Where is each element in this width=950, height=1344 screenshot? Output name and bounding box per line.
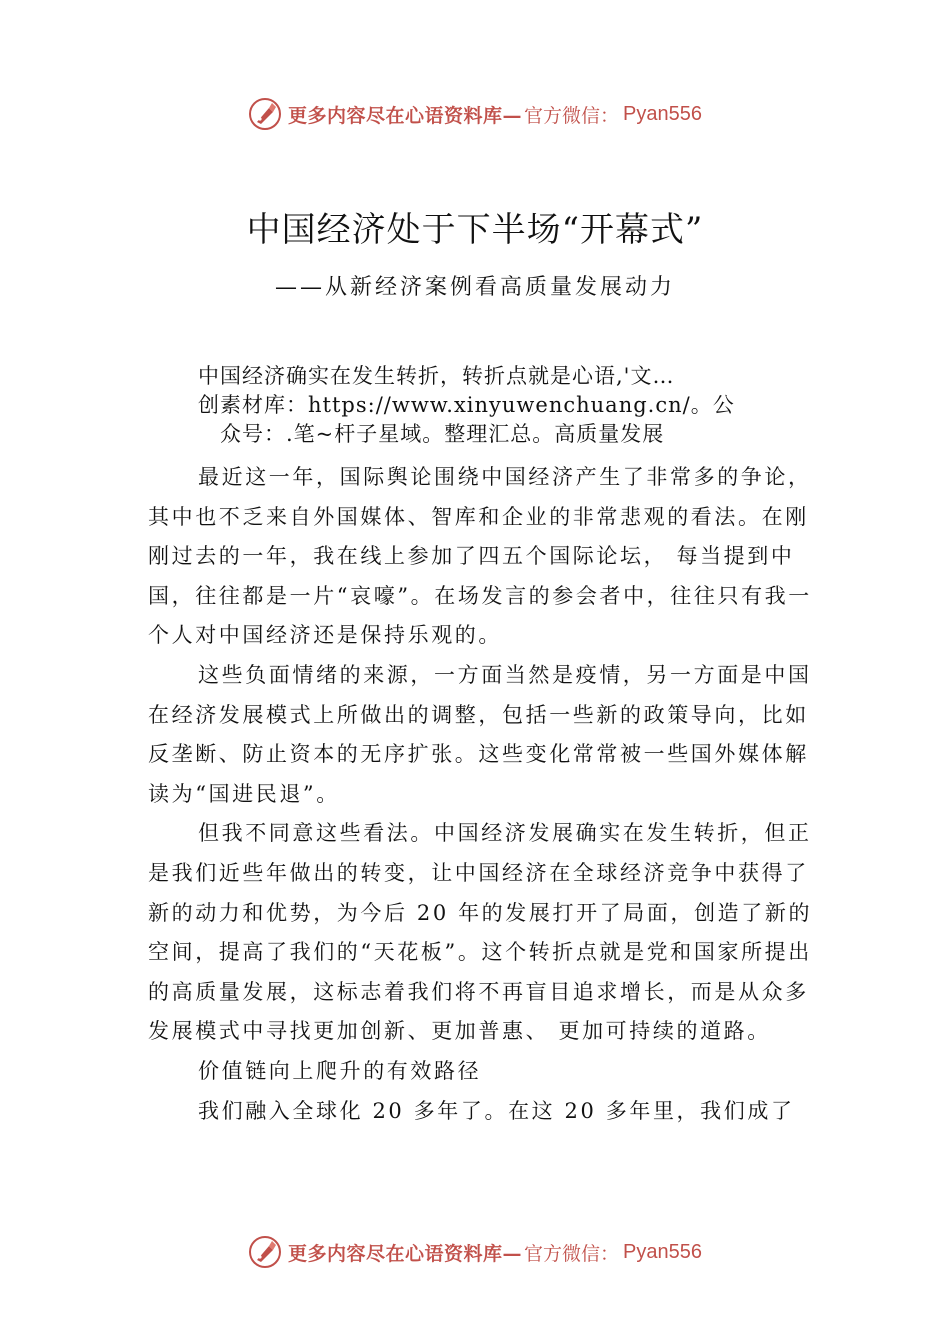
watermark-banner-bottom [0,1232,950,1272]
source-note-line: 众号：.笔~杆子星域。整理汇总。高质量发展 [220,422,665,446]
watermark-text: 更多内容尽在心语资料库— [288,104,523,127]
body-paragraph: 这些负面情绪的来源，一方面当然是疫情，另一方面是中国在经济发展模式上所做出的调整，包括一些新的政策导向，比如反垄断、防止资本的无序扩张。这些变化常常被一些国外媒体解读为“国进民退”。 [148,662,812,806]
pen-nib-logo-icon [248,97,282,131]
source-note-line: 中国经济确实在发生转折，转折点就是心语,'文… [198,364,675,388]
watermark-wechat-id: Pyan556 [623,1240,702,1263]
watermark-wechat-label: 官方微信： [524,104,620,127]
watermark-banner-top [0,94,950,134]
section-heading: 价值链向上爬升的有效路径 [198,1058,482,1083]
source-note-line: 创素材库：https://www.xinyuwenchuang.cn/。公 [198,393,735,417]
watermark-wechat-label: 官方微信： [524,1242,620,1265]
body-paragraph: 我们融入全球化 20 多年了。在这 20 多年里，我们成了 [198,1098,795,1123]
document-body [148,458,820,1131]
pen-nib-logo-icon [248,1235,282,1269]
body-paragraph: 最近这一年，国际舆论围绕中国经济产生了非常多的争论，其中也不乏来自外国媒体、智库和企业的非常悲观的看法。在刚刚过去的一年，我在线上参加了四五个国际论坛， 每当提到中国，往往都是一片“哀嚎”。在场发言的参会者中，往往只有我一个人对中国经济还是保持乐观的。 [148,465,812,648]
body-paragraph: 但我不同意这些看法。中国经济发展确实在发生转折，但正是我们近些年做出的转变，让中国经济在全球经济竞争中获得了新的动力和优势，为今后 20 年的发展打开了局面，创造了新的空间，提高了我们的“天花板”。这个转折点就是党和国家所提出的高质量发展，这标志着我们将不再盲目追求增长，而是从众多发展模式中寻找更加创新、更加普惠、 更加可持续的道路。 [148,821,813,1044]
watermark-text: 更多内容尽在心语资料库— [288,1242,523,1265]
watermark-wechat-id: Pyan556 [623,102,702,125]
source-note [198,362,768,449]
document-title: 中国经济处于下半场“开幕式” [246,210,704,250]
document-subtitle: ——从新经济案例看高质量发展动力 [274,275,675,300]
